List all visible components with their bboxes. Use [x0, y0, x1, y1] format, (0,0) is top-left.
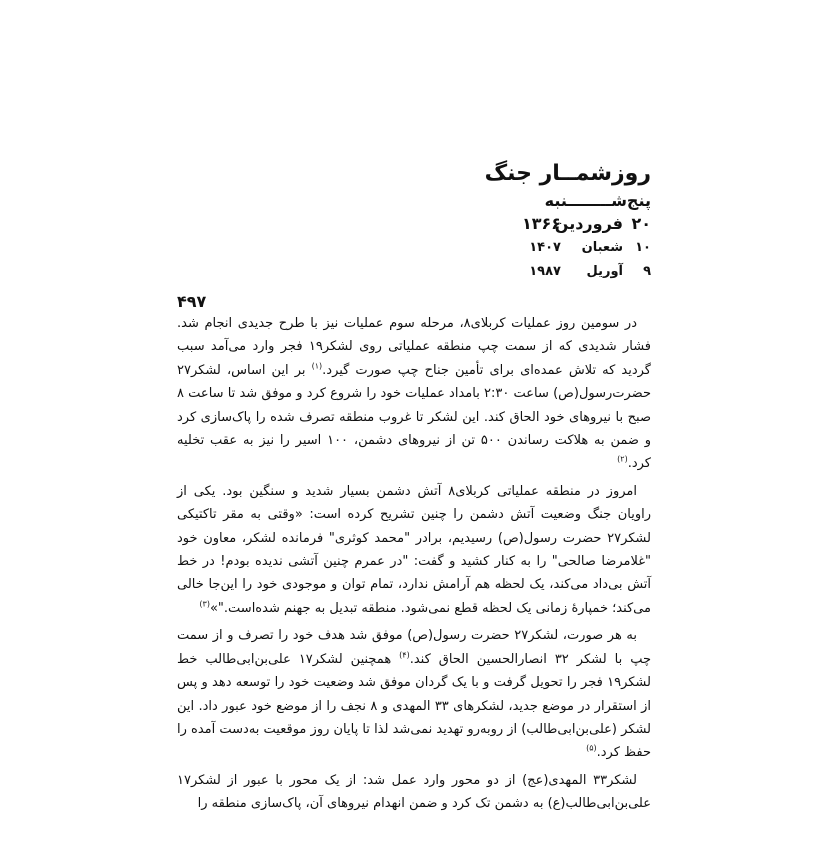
chapter-title: روزشمــار جنگ: [484, 161, 651, 186]
paragraph-text: امروز در منطقه عملیاتی کربلای۸ آتش دشمن بسیار شدید و سنگین بود. یکی از راویان جنگ وضعیت آتش دشمن را چنین تشریح کرده است: «وقتی به مقر تاکتیکی لشکر۲۷ حضرت رسول(ص) رسیدیم، برادر "محمد کوثری" فرمانده لشکر، معاون خود "غلامرضا صالحی" را به کنار کشید و گفت: "در عمرم چنین آتشی ندیده بودم! در خط آتش بی‌داد می‌کند، یک لحظه هم آرامش ندارد، تمام توان و موجودی خود را این‌جا خالی می‌کند؛ خمپارهٔ زمانی یک لحظه قطع نمی‌شود. منطقه تبدیل به جهنم شده‌است."»: [177, 483, 651, 616]
date-year: ۱۹۸۷: [529, 264, 561, 279]
date-day: ۲۰: [631, 214, 651, 233]
footnote-ref[interactable]: (۲): [617, 455, 628, 465]
footnote-ref[interactable]: (۳): [199, 599, 210, 609]
paragraph-text: لشکر۳۳ المهدی(عج) از دو محور وارد عمل شد: از یک محور با عبور از لشکر۱۷ علی‌بن‌ابی‌طالب(ع) به دشمن تک کرد و ضمن انهدام نیروهای آن، پاک‌سازی منطقه را: [177, 772, 651, 812]
date-row-gregorian: [177, 260, 651, 284]
date-month: فروردین: [554, 214, 623, 233]
entry-number: ۴۹۷: [177, 292, 207, 311]
paragraph-1: [177, 312, 651, 476]
footnote-ref[interactable]: (۵): [586, 743, 597, 753]
date-year: ۱۳۶۶: [521, 214, 561, 233]
date-row-lunar: [177, 236, 651, 260]
paragraph-text: همچنین لشکر۱۷ علی‌بن‌ابی‌طالب خط لشکر۱۹ فجر را تحویل گرفت و با یک گردان موفق شد وضعیت خود را توسعه دهد و پس از استقرار در موضع جدید، لشکرهای ۳۳ المهدی و ۸ نجف را از موضع خود عبور داد. این لشکر (علی‌بن‌ابی‌طالب) از روبه‌رو تهدید نمی‌شد لذا تا پایان روز موقعیت به‌دست آمده را حفظ کرد.: [177, 651, 651, 761]
paragraph-3: [177, 624, 651, 764]
book-page: [177, 160, 651, 820]
paragraph-2: [177, 480, 651, 620]
date-row-solar: [177, 212, 651, 236]
date-month: آوریل: [586, 264, 623, 279]
paragraph-text: در سومین روز عملیات کربلای۸، مرحله سوم عملیات نیز با طرح جدیدی انجام شد. فشار شدیدی که از سمت چپ منطقه عملیاتی روی لشکر۱۹ فجر وارد می‌آمد سبب گردید که تلاش عمده‌ای برای تأمین جناح چپ صورت گیرد.: [177, 316, 652, 378]
date-day: ۱۰: [635, 240, 651, 255]
footnote-ref[interactable]: (۱): [311, 361, 323, 371]
date-day: ۹: [643, 264, 651, 279]
paragraph-text: به هر صورت، لشکر۲۷ حضرت رسول(ص) موفق شد هدف خود را تصرف و از سمت چپ با لشکر ۳۲ انصارالحسین الحاق کند.: [177, 628, 651, 667]
footnote-ref[interactable]: (۴): [399, 650, 410, 660]
paragraph-text: بر این اساس، لشکر۲۷ حضرت‌رسول(ص) ساعت ۲:۳۰ بامداد عملیات خود را شروع کرد و موفق شد تا ساعت ۸ صبح با نیروهای خود الحاق کند. این لشکر تا غروب منطقه تصرف شده را پاک‌سازی کرد و ضمن به هلاکت رساندن ۵۰۰ تن از نیروهای دشمن، ۱۰۰ اسیر را نیز به عقب تخلیه کرد.: [177, 362, 652, 472]
weekday-label: پنج‌شــــــــنبه: [544, 191, 651, 210]
date-month: شعبان: [581, 240, 623, 255]
paragraph-4: [177, 769, 651, 816]
date-year: ۱۴۰۷: [529, 240, 561, 255]
